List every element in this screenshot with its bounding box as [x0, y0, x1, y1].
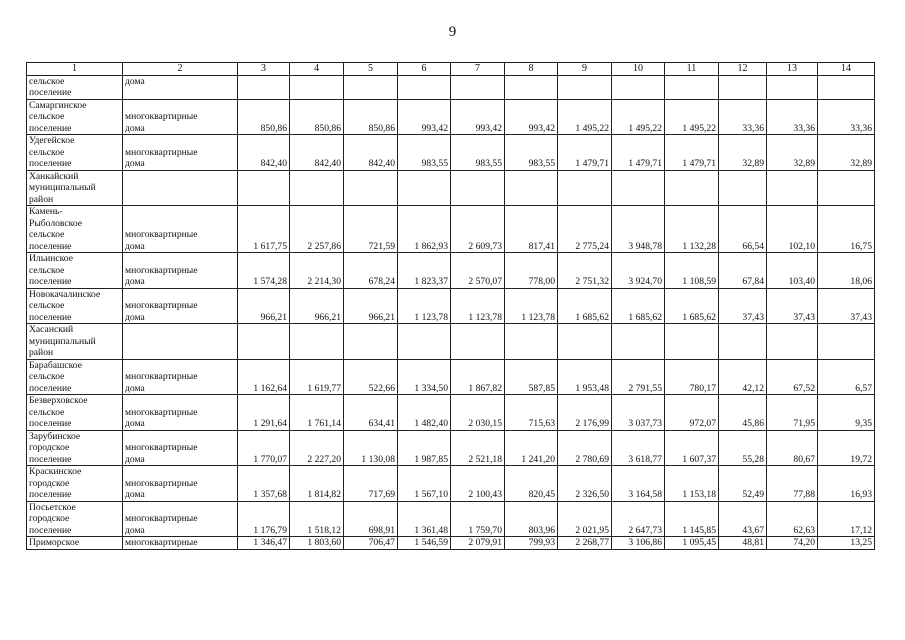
- value-cell: [398, 324, 451, 360]
- value-cell: 1 759,70: [451, 501, 505, 537]
- value-cell: [451, 170, 505, 206]
- value-cell: [505, 324, 558, 360]
- column-header-11: 11: [665, 63, 719, 76]
- value-cell: [238, 324, 290, 360]
- column-header-12: 12: [719, 63, 767, 76]
- value-cell: [665, 324, 719, 360]
- value-cell: 522,66: [344, 359, 398, 395]
- table-body: [27, 75, 875, 549]
- value-cell: 33,36: [818, 99, 875, 135]
- value-cell: [719, 75, 767, 99]
- value-cell: 16,75: [818, 206, 875, 253]
- value-cell: 1 518,12: [290, 501, 344, 537]
- value-cell: [767, 324, 818, 360]
- value-cell: 1 617,75: [238, 206, 290, 253]
- value-cell: 66,54: [719, 206, 767, 253]
- value-cell: 2 780,69: [558, 430, 612, 466]
- value-cell: [290, 75, 344, 99]
- municipality-name: Ильинское сельское поселение: [27, 253, 123, 289]
- housing-type: многоквартирные дома: [123, 430, 238, 466]
- municipality-name: сельское поселение: [27, 75, 123, 99]
- value-cell: [344, 170, 398, 206]
- municipality-name: Самаргинское сельское поселение: [27, 99, 123, 135]
- column-header-5: 5: [344, 63, 398, 76]
- value-cell: 1 357,68: [238, 466, 290, 502]
- value-cell: 1 761,14: [290, 395, 344, 431]
- value-cell: [818, 170, 875, 206]
- value-cell: 1 685,62: [612, 288, 665, 324]
- value-cell: 1 241,20: [505, 430, 558, 466]
- value-cell: 1 607,37: [665, 430, 719, 466]
- housing-type: многоквартирные дома: [123, 359, 238, 395]
- value-cell: 33,36: [719, 99, 767, 135]
- value-cell: 817,41: [505, 206, 558, 253]
- value-cell: 842,40: [290, 135, 344, 171]
- value-cell: 3 924,70: [612, 253, 665, 289]
- value-cell: 850,86: [290, 99, 344, 135]
- value-cell: 780,17: [665, 359, 719, 395]
- value-cell: [818, 75, 875, 99]
- page-number: 9: [448, 24, 457, 40]
- value-cell: [344, 324, 398, 360]
- value-cell: 993,42: [451, 99, 505, 135]
- value-cell: 37,43: [818, 288, 875, 324]
- column-header-9: 9: [558, 63, 612, 76]
- value-cell: 62,63: [767, 501, 818, 537]
- value-cell: 13,25: [818, 537, 875, 550]
- value-cell: 1 823,37: [398, 253, 451, 289]
- value-cell: 587,85: [505, 359, 558, 395]
- value-cell: 16,93: [818, 466, 875, 502]
- table-row: [27, 288, 875, 324]
- value-cell: [719, 324, 767, 360]
- value-cell: 678,24: [344, 253, 398, 289]
- municipality-name: Новокачалинское сельское поселение: [27, 288, 123, 324]
- value-cell: 19,72: [818, 430, 875, 466]
- value-cell: 842,40: [238, 135, 290, 171]
- table-row: [27, 75, 875, 99]
- value-cell: 966,21: [344, 288, 398, 324]
- column-header-10: 10: [612, 63, 665, 76]
- value-cell: [290, 324, 344, 360]
- value-cell: 3 948,78: [612, 206, 665, 253]
- column-header-8: 8: [505, 63, 558, 76]
- value-cell: 2 570,07: [451, 253, 505, 289]
- value-cell: [818, 324, 875, 360]
- value-cell: [290, 170, 344, 206]
- value-cell: 966,21: [290, 288, 344, 324]
- municipality-name: Зарубинское городское поселение: [27, 430, 123, 466]
- housing-type: многоквартирные дома: [123, 253, 238, 289]
- value-cell: 2 268,77: [558, 537, 612, 550]
- value-cell: 1 162,64: [238, 359, 290, 395]
- table-row: [27, 466, 875, 502]
- value-cell: 778,00: [505, 253, 558, 289]
- value-cell: 3 106,86: [612, 537, 665, 550]
- value-cell: 71,95: [767, 395, 818, 431]
- value-cell: 698,91: [344, 501, 398, 537]
- column-header-13: 13: [767, 63, 818, 76]
- value-cell: 32,89: [818, 135, 875, 171]
- housing-type: многоквартирные дома: [123, 288, 238, 324]
- value-cell: 67,52: [767, 359, 818, 395]
- municipality-name: Удегейское сельское поселение: [27, 135, 123, 171]
- value-cell: 1 361,48: [398, 501, 451, 537]
- value-cell: 1 495,22: [558, 99, 612, 135]
- municipality-name: Приморское: [27, 537, 123, 550]
- value-cell: 1 495,22: [665, 99, 719, 135]
- value-cell: [767, 170, 818, 206]
- value-cell: 67,84: [719, 253, 767, 289]
- value-cell: 32,89: [767, 135, 818, 171]
- municipality-name: Посьетское городское поселение: [27, 501, 123, 537]
- value-cell: 820,45: [505, 466, 558, 502]
- value-cell: 799,93: [505, 537, 558, 550]
- value-cell: 6,57: [818, 359, 875, 395]
- value-cell: 2 609,73: [451, 206, 505, 253]
- value-cell: 715,63: [505, 395, 558, 431]
- value-cell: 2 257,86: [290, 206, 344, 253]
- value-cell: 37,43: [767, 288, 818, 324]
- value-cell: 1 482,40: [398, 395, 451, 431]
- value-cell: 1 987,85: [398, 430, 451, 466]
- value-cell: 1 479,71: [558, 135, 612, 171]
- housing-type: многоквартирные: [123, 537, 238, 550]
- value-cell: [767, 75, 818, 99]
- value-cell: 972,07: [665, 395, 719, 431]
- value-cell: 18,06: [818, 253, 875, 289]
- value-cell: 1 346,47: [238, 537, 290, 550]
- value-cell: 2 791,55: [612, 359, 665, 395]
- value-cell: 1 867,82: [451, 359, 505, 395]
- value-cell: 706,47: [344, 537, 398, 550]
- value-cell: 2 176,99: [558, 395, 612, 431]
- value-cell: 1 685,62: [558, 288, 612, 324]
- value-cell: 3 618,77: [612, 430, 665, 466]
- value-cell: 1 123,78: [505, 288, 558, 324]
- housing-type: многоквартирные дома: [123, 135, 238, 171]
- value-cell: 1 479,71: [665, 135, 719, 171]
- value-cell: [612, 75, 665, 99]
- value-cell: 966,21: [238, 288, 290, 324]
- column-header-14: 14: [818, 63, 875, 76]
- table-row: [27, 170, 875, 206]
- value-cell: 48,81: [719, 537, 767, 550]
- value-cell: 2 214,30: [290, 253, 344, 289]
- value-cell: [665, 75, 719, 99]
- value-cell: [398, 75, 451, 99]
- table-row: [27, 537, 875, 550]
- value-cell: 52,49: [719, 466, 767, 502]
- value-cell: 3 164,58: [612, 466, 665, 502]
- municipality-name: Барабашское сельское поселение: [27, 359, 123, 395]
- column-header-1: 1: [27, 63, 123, 76]
- value-cell: 2 751,32: [558, 253, 612, 289]
- tariff-table: [26, 62, 875, 550]
- value-cell: [558, 324, 612, 360]
- value-cell: 634,41: [344, 395, 398, 431]
- value-cell: 1 153,18: [665, 466, 719, 502]
- value-cell: [238, 75, 290, 99]
- value-cell: 1 495,22: [612, 99, 665, 135]
- municipality-name: Безверховское сельское поселение: [27, 395, 123, 431]
- housing-type: многоквартирные дома: [123, 395, 238, 431]
- value-cell: 717,69: [344, 466, 398, 502]
- table-row: [27, 395, 875, 431]
- value-cell: [344, 75, 398, 99]
- value-cell: [558, 75, 612, 99]
- value-cell: 1 619,77: [290, 359, 344, 395]
- value-cell: 842,40: [344, 135, 398, 171]
- value-cell: 2 227,20: [290, 430, 344, 466]
- value-cell: 1 130,08: [344, 430, 398, 466]
- value-cell: 850,86: [238, 99, 290, 135]
- value-cell: 74,20: [767, 537, 818, 550]
- column-header-4: 4: [290, 63, 344, 76]
- housing-type: многоквартирные дома: [123, 466, 238, 502]
- value-cell: 1 123,78: [398, 288, 451, 324]
- value-cell: 1 574,28: [238, 253, 290, 289]
- value-cell: 1 145,85: [665, 501, 719, 537]
- value-cell: 721,59: [344, 206, 398, 253]
- value-cell: 55,28: [719, 430, 767, 466]
- value-cell: 2 100,43: [451, 466, 505, 502]
- value-cell: 1 814,82: [290, 466, 344, 502]
- value-cell: 2 521,18: [451, 430, 505, 466]
- housing-type: [123, 324, 238, 360]
- table-row: [27, 99, 875, 135]
- value-cell: [238, 170, 290, 206]
- value-cell: [612, 170, 665, 206]
- value-cell: 1 291,64: [238, 395, 290, 431]
- municipality-name: Ханкайский муниципальный район: [27, 170, 123, 206]
- value-cell: [719, 170, 767, 206]
- value-cell: 1 567,10: [398, 466, 451, 502]
- housing-type: многоквартирные дома: [123, 206, 238, 253]
- value-cell: 1 095,45: [665, 537, 719, 550]
- value-cell: 1 803,60: [290, 537, 344, 550]
- value-cell: 993,42: [505, 99, 558, 135]
- value-cell: 850,86: [344, 99, 398, 135]
- value-cell: 1 953,48: [558, 359, 612, 395]
- value-cell: 17,12: [818, 501, 875, 537]
- value-cell: 2 775,24: [558, 206, 612, 253]
- value-cell: 1 123,78: [451, 288, 505, 324]
- table-row: [27, 253, 875, 289]
- table-row: [27, 501, 875, 537]
- value-cell: 37,43: [719, 288, 767, 324]
- value-cell: 1 479,71: [612, 135, 665, 171]
- value-cell: 2 030,15: [451, 395, 505, 431]
- table-row: [27, 324, 875, 360]
- municipality-name: Краскинское городское поселение: [27, 466, 123, 502]
- value-cell: 2 021,95: [558, 501, 612, 537]
- value-cell: 33,36: [767, 99, 818, 135]
- value-cell: 983,55: [451, 135, 505, 171]
- municipality-name: Камень- Рыболовское сельское поселение: [27, 206, 123, 253]
- value-cell: 983,55: [505, 135, 558, 171]
- value-cell: 983,55: [398, 135, 451, 171]
- value-cell: 993,42: [398, 99, 451, 135]
- housing-type: многоквартирные дома: [123, 501, 238, 537]
- column-header-2: 2: [123, 63, 238, 76]
- value-cell: 1 132,28: [665, 206, 719, 253]
- value-cell: 9,35: [818, 395, 875, 431]
- value-cell: 45,86: [719, 395, 767, 431]
- value-cell: 77,88: [767, 466, 818, 502]
- value-cell: 3 037,73: [612, 395, 665, 431]
- municipality-name: Хасанский муниципальный район: [27, 324, 123, 360]
- value-cell: 1 334,50: [398, 359, 451, 395]
- value-cell: [398, 170, 451, 206]
- value-cell: 1 862,93: [398, 206, 451, 253]
- value-cell: 803,96: [505, 501, 558, 537]
- value-cell: 2 079,91: [451, 537, 505, 550]
- table-row: [27, 430, 875, 466]
- value-cell: 42,12: [719, 359, 767, 395]
- column-header-3: 3: [238, 63, 290, 76]
- value-cell: 2 326,50: [558, 466, 612, 502]
- column-header-7: 7: [451, 63, 505, 76]
- table-row: [27, 135, 875, 171]
- table-row: [27, 359, 875, 395]
- value-cell: [451, 75, 505, 99]
- value-cell: 1 770,07: [238, 430, 290, 466]
- housing-type: многоквартирные дома: [123, 99, 238, 135]
- value-cell: [612, 324, 665, 360]
- value-cell: 1 685,62: [665, 288, 719, 324]
- value-cell: 103,40: [767, 253, 818, 289]
- column-header-6: 6: [398, 63, 451, 76]
- value-cell: [505, 170, 558, 206]
- value-cell: [665, 170, 719, 206]
- value-cell: 1 176,79: [238, 501, 290, 537]
- value-cell: [505, 75, 558, 99]
- value-cell: 1 546,59: [398, 537, 451, 550]
- value-cell: 102,10: [767, 206, 818, 253]
- value-cell: [558, 170, 612, 206]
- value-cell: 1 108,59: [665, 253, 719, 289]
- value-cell: 32,89: [719, 135, 767, 171]
- value-cell: [451, 324, 505, 360]
- value-cell: 80,67: [767, 430, 818, 466]
- housing-type: [123, 170, 238, 206]
- value-cell: 2 647,73: [612, 501, 665, 537]
- housing-type: дома: [123, 75, 238, 99]
- value-cell: 43,67: [719, 501, 767, 537]
- table-row: [27, 206, 875, 253]
- header-row: [27, 63, 875, 76]
